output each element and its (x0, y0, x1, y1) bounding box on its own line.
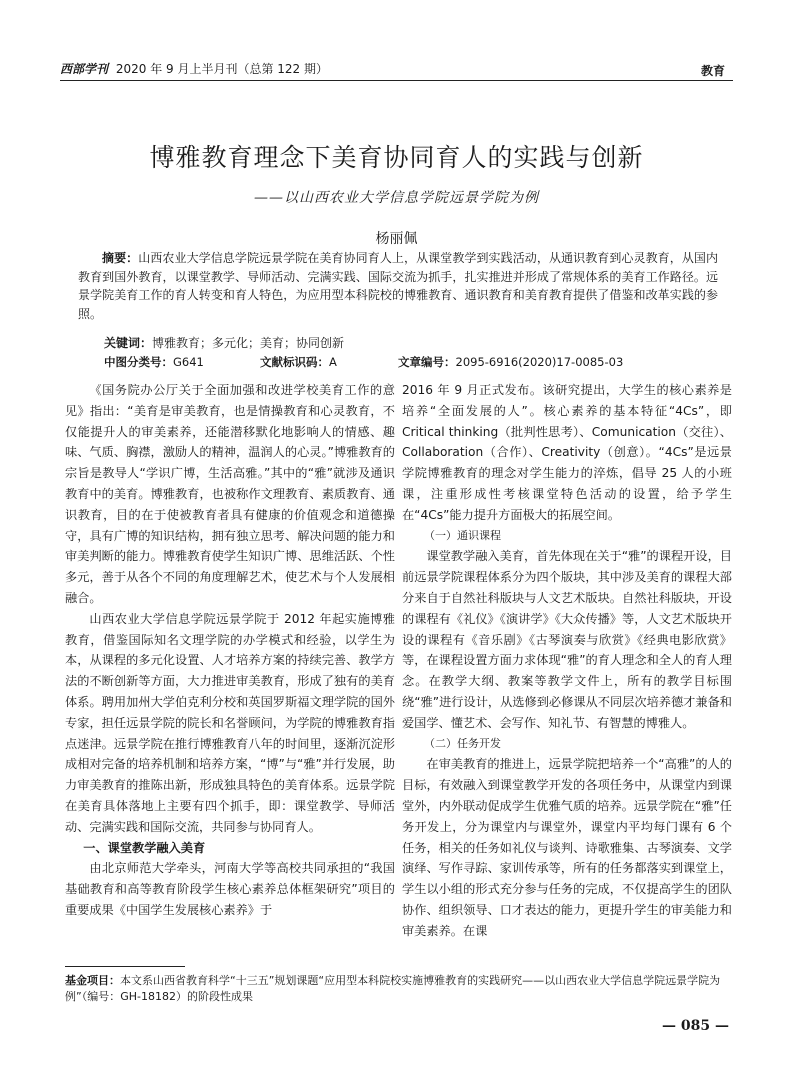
issue-info: 2020 年 9 月上半月刊（总第 122 期） (115, 62, 328, 76)
article-no-value: 2095-6916(2020)17-0085-03 (455, 355, 624, 369)
footnote-text: 本文系山西省教育科学“十三五”规划课题“应用型本科院校实施博雅教育的实践研究——以山西农业大学信息学院远景学院为例”（编号：GH-18182）的阶段性成果 (65, 974, 721, 1003)
keywords-text: 博雅教育；多元化；美育；协同创新 (152, 336, 345, 350)
subsection-heading: （二）任务开发 (424, 736, 501, 750)
article-number (398, 354, 623, 370)
footnote-label: 基金项目： (65, 974, 120, 987)
paragraph: 2016 年 9 月正式发布。该研究提出，大学生的核心素养是培养“全面发展的人”。核心素养的基本特征“4Cs”，即 Critical thinking（批判性思考）、Comunication（交往）、Collaboration（合作）、Creativity（创意）。“4Cs”是远景学院博雅教育的理念对学生能力的淬炼，倡导 25 人的小班课，注重形成性考核课堂特色活动的设置，给予学生在“4Cs”能力提升方面极大的拓展空间。 (402, 383, 732, 522)
page-number: — 085 — (662, 1018, 729, 1034)
footnote-rule (65, 966, 185, 967)
clc-number (104, 354, 204, 370)
article-no-label: 文章编号： (398, 355, 456, 369)
header-rule (60, 80, 733, 81)
article-title: 博雅教育理念下美育协同育人的实践与创新 (149, 143, 644, 172)
article-subtitle: ——以山西农业大学信息学院远景学院为例 (254, 190, 539, 206)
clc-value: G641 (173, 355, 204, 369)
keywords-label: 关键词： (104, 336, 153, 350)
abstract-label: 摘要： (102, 251, 139, 265)
paragraph: 由北京师范大学牵头，河南大学等高校共同承担的“我国基础教育和高等教育阶段学生核心素养总体框架研究”项目的重要成果《中国学生发展核心素养》于 (65, 861, 395, 917)
author-name: 杨丽佩 (375, 231, 418, 247)
doc-label: 文献标识码： (260, 355, 329, 369)
body-column-right (402, 380, 732, 942)
paragraph: 课堂教学融入美育，首先体现在关于“雅”的课程开设，目前远景学院课程体系分为四个版块，其中涉及美育的课程大部分来自于自然社科版块与人文艺术版块。自然社科版块，开设的课程有《礼仪》《演讲学》《大众传播》等，人文艺术版块开设的课程有《音乐剧》《古琴演奏与欣赏》《经典电影欣赏》等，在课程设置方面力求体现“雅”的育人理念和全人的育人理念。在教学大纲、教案等教学文件上，所有的教学目标围绕“雅”进行设计，从选修到必修课从不同层次培养德才兼备和爱国学、懂艺术、会写作、知礼节、有智慧的博雅人。 (402, 549, 732, 730)
journal-logo: 西部学刊 (60, 62, 109, 76)
body-column-left (65, 380, 395, 921)
doc-value: A (329, 355, 337, 369)
keywords (104, 334, 344, 351)
abstract (78, 249, 718, 323)
paragraph: 《国务院办公厅关于全面加强和改进学校美育工作的意见》指出：“美育是审美教育，也是情操教育和心灵教育，不仅能提升人的审美素养，还能潜移默化地影响人的情感、趣味、气质、胸襟，激励人的精神，温润人的心灵。”博雅教育的宗旨是教导人“学识广博，生活高雅。”其中的“雅”就涉及通识教育中的美育。博雅教育，也被称作文理教育、素质教育、通识教育，目的在于使被教育者具有健康的价值观念和道德操守，具有广博的知识结构，拥有独立思考、解决问题的能力和审美判断的能力。博雅教育使学生知识广博、思维活跃、个性多元，善于从各个不同的角度理解艺术，使艺术与个人发展相融合。 (65, 383, 395, 605)
subsection-heading: （一）通识课程 (424, 528, 501, 542)
section-label: 教育 (700, 64, 725, 78)
document-code (260, 354, 337, 370)
paragraph: 在审美教育的推进上，远景学院把培养一个“高雅”的人的目标，有效融入到课堂教学开发的各项任务中，从课堂内到课堂外，内外联动促成学生优雅气质的培养。远景学院在“雅”任务开发上，分为课堂内与课堂外，课堂内平均每门课有 6 个任务，相关的任务如礼仪与谈判、诗歌雅集、古琴演奏、文学演绎、写作寻踪、家训传承等，所有的任务都落实到课堂上，学生以小组的形式充分参与任务的完成，不仅提高学生的团队协作、组织领导、口才表达的能力，更提升学生的审美能力和审美素养。在课 (402, 757, 732, 938)
section-heading: 一、课堂教学融入美育 (83, 840, 206, 855)
funding-footnote (65, 973, 730, 1005)
paragraph: 山西农业大学信息学院远景学院于 2012 年起实施博雅教育，借鉴国际知名文理学院的办学模式和经验，以学生为本，从课程的多元化设置、人才培养方案的持续完善、教学方法的不断创新等方面，大力推进审美教育，形成了独有的美育体系。聘用加州大学伯克利分校和英国罗斯福文理学院的国外专家，担任远景学院的院长和名誉顾问，为学院的博雅教育指点迷津。远景学院在推行博雅教育八年的时间里，逐渐沉淀形成相对完备的培养机制和培养方案，“博”与“雅”并行发展，助力审美教育的推陈出新，形成独具特色的美育体系。远景学院在美育具体落地上主要有四个抓手，即：课堂教学、导师活动、完满实践和国际交流，共同参与协同育人。 (65, 611, 395, 834)
running-header-left (60, 60, 328, 77)
clc-label: 中图分类号： (104, 355, 173, 369)
abstract-text: 山西农业大学信息学院远景学院在美育协同育人上，从课堂教学到实践活动，从通识教育到心灵教育，从国内教育到国外教育，以课堂教学、导师活动、完满实践、国际交流为抓手，扎实推进并形成了常规体系的美育工作路径。远景学院美育工作的育人转变和育人特色，为应用型本科院校的博雅教育、通识教育和美育教育提供了借鉴和改革实践的参照。 (78, 251, 718, 321)
